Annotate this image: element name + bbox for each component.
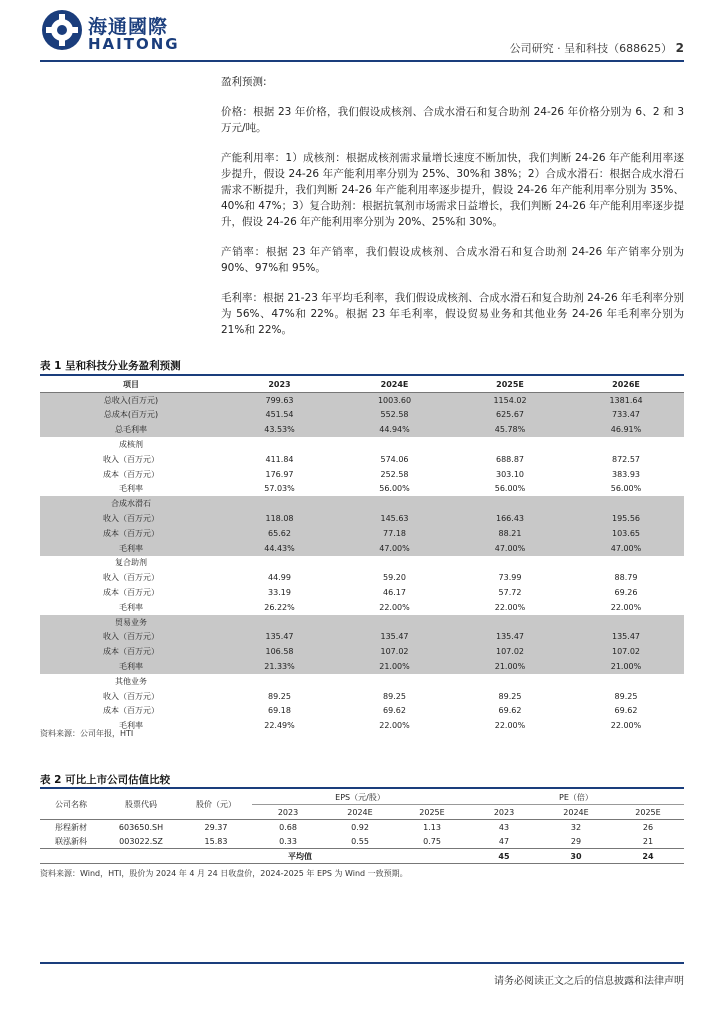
value-cell: 56.00% [494, 484, 526, 494]
value-cell: 1381.64 [568, 392, 684, 407]
value-cell [337, 496, 452, 511]
value-cell: 1003.60 [337, 392, 452, 407]
value-cell: 89.25 [614, 691, 638, 701]
row-label: 收入（百万元） [103, 573, 159, 583]
table2-title: 表 2 可比上市公司估值比较 [40, 774, 171, 786]
breadcrumb: 公司研究 · 呈和科技（688625） [509, 42, 673, 55]
table-row [40, 834, 684, 849]
row-label: 总成本(百万元) [40, 408, 222, 423]
page-number: 2 [675, 41, 684, 55]
value-cell: 107.02 [337, 644, 452, 659]
value-cell: 47.00% [568, 541, 684, 556]
value-cell: 106.58 [222, 644, 337, 659]
table-row [40, 482, 684, 497]
value-cell [222, 437, 337, 452]
value-cell: 44.94% [337, 422, 452, 437]
row-label: 毛利率 [119, 602, 143, 612]
value-cell: 22.00% [610, 721, 642, 731]
eps-value: 0.55 [351, 836, 369, 846]
header-cell: 项目 [40, 377, 222, 392]
eps-value: 0.75 [423, 836, 441, 846]
logo-chinese-text: 海通國際 [88, 16, 169, 38]
value-cell: 118.08 [222, 511, 337, 526]
value-cell: 135.47 [452, 630, 568, 645]
pe-value: 43 [498, 822, 510, 832]
value-cell [452, 556, 568, 571]
header-pe-group: PE（倍） [468, 790, 684, 805]
row-label: 其他业务 [115, 676, 147, 686]
value-cell: 1154.02 [452, 392, 568, 407]
table-row [40, 570, 684, 585]
value-cell [222, 674, 337, 689]
header-year: 2024E [540, 805, 612, 820]
value-cell: 688.87 [496, 454, 524, 464]
table-row [40, 630, 684, 645]
header-year: 2023 [252, 805, 324, 820]
row-label: 成本（百万元） [103, 469, 159, 479]
average-pe: 24 [612, 849, 684, 864]
header-cell: 2026E [568, 377, 684, 392]
value-cell: 57.72 [498, 588, 522, 598]
row-label: 复合助剂 [115, 558, 147, 568]
company-name: 联泓新科 [55, 836, 87, 846]
company-name: 彤程新材 [55, 822, 87, 832]
header-year: 2024E [324, 805, 396, 820]
row-label: 成本（百万元） [103, 588, 159, 598]
value-cell [568, 437, 684, 452]
table-row [40, 408, 684, 423]
value-cell: 22.00% [494, 721, 526, 731]
average-pe: 30 [540, 849, 612, 864]
row-label: 毛利率 [119, 721, 143, 731]
paragraph-sales-rate: 产销率：根据 23 年产销率，我们假设成核剂、合成水滑石和复合助剂 24-26 年产销率分别为 90%、97%和 95%。 [221, 246, 684, 274]
paragraph-margin: 毛利率：根据 21-23 年平均毛利率，我们假设成核剂、合成水滑石和复合助剂 24-26 年毛利率分别为 56%、47%和 22%。根据 23 年毛利率，假设贸易业务和其他业务 24-26 年毛利率分别为 21%和 22%。 [221, 292, 684, 336]
value-cell: 69.62 [498, 706, 522, 716]
header-price: 股价（元） [180, 790, 252, 820]
value-cell: 56.00% [379, 484, 410, 494]
value-cell [568, 556, 684, 571]
value-cell: 21.33% [222, 659, 337, 674]
table1-title: 表 1 呈和科技分业务盈利预测 [40, 360, 181, 372]
value-cell: 46.91% [568, 422, 684, 437]
eps-value: 1.13 [423, 822, 441, 832]
eps-value: 0.68 [279, 822, 297, 832]
row-label: 毛利率 [40, 659, 222, 674]
value-cell [568, 496, 684, 511]
table-row [40, 674, 684, 689]
haitong-logo-icon [40, 8, 84, 52]
value-cell: 176.97 [265, 469, 294, 479]
value-cell: 77.18 [337, 526, 452, 541]
value-cell: 872.57 [612, 454, 640, 464]
value-cell: 107.02 [568, 644, 684, 659]
value-cell [337, 556, 452, 571]
header-divider [40, 60, 684, 62]
table-row [40, 615, 684, 630]
value-cell: 22.00% [379, 602, 410, 612]
valuation-comparison-table [40, 790, 684, 864]
header-year: 2025E [612, 805, 684, 820]
pe-value: 29 [570, 836, 582, 846]
value-cell: 69.18 [268, 706, 291, 716]
value-cell [452, 674, 568, 689]
value-cell: 252.58 [380, 469, 409, 479]
header-cell: 2024E [337, 377, 452, 392]
value-cell: 103.65 [568, 526, 684, 541]
value-cell: 47.00% [452, 541, 568, 556]
table-row [40, 644, 684, 659]
value-cell: 733.47 [568, 408, 684, 423]
value-cell: 135.47 [222, 630, 337, 645]
value-cell: 44.99 [268, 573, 291, 583]
value-cell: 799.63 [222, 392, 337, 407]
eps-value: 0.92 [351, 822, 369, 832]
value-cell: 89.25 [268, 691, 291, 701]
table-row [40, 689, 684, 704]
value-cell: 88.79 [614, 573, 638, 583]
value-cell: 45.78% [452, 422, 568, 437]
average-label: 平均值 [40, 849, 468, 864]
value-cell [337, 437, 452, 452]
value-cell: 411.84 [265, 454, 294, 464]
value-cell: 89.25 [498, 691, 522, 701]
row-label: 成本（百万元） [103, 706, 159, 716]
value-cell: 135.47 [337, 630, 452, 645]
table-row [40, 718, 684, 733]
row-label: 总毛利率 [40, 422, 222, 437]
value-cell: 56.00% [610, 484, 642, 494]
table-row [40, 585, 684, 600]
table-row [40, 437, 684, 452]
value-cell [337, 615, 452, 630]
value-cell [222, 615, 337, 630]
footer-disclaimer: 请务必阅读正文之后的信息披露和法律声明 [494, 976, 684, 987]
value-cell: 107.02 [452, 644, 568, 659]
header-cell: 2025E [452, 377, 568, 392]
value-cell: 47.00% [337, 541, 452, 556]
table-row [40, 600, 684, 615]
value-cell: 33.19 [268, 588, 291, 598]
header-year: 2025E [396, 805, 468, 820]
row-label: 收入（百万元） [103, 691, 159, 701]
header-code: 股票代码 [102, 790, 180, 820]
haitong-logo [40, 8, 190, 52]
value-cell: 88.21 [452, 526, 568, 541]
value-cell: 303.10 [496, 469, 524, 479]
value-cell [452, 496, 568, 511]
value-cell [568, 615, 684, 630]
value-cell: 195.56 [568, 511, 684, 526]
value-cell: 625.67 [452, 408, 568, 423]
paragraph-forecast-title: 盈利预测: [221, 76, 267, 88]
value-cell: 22.00% [610, 602, 642, 612]
stock-code: 603650.SH [118, 822, 164, 832]
pe-value: 26 [642, 822, 654, 832]
segment-forecast-table [40, 377, 684, 733]
table-row [40, 556, 684, 571]
table-row [40, 467, 684, 482]
page-header [510, 40, 684, 56]
value-cell: 69.62 [614, 706, 638, 716]
value-cell: 22.00% [494, 602, 526, 612]
value-cell: 135.47 [568, 630, 684, 645]
value-cell: 89.25 [383, 691, 406, 701]
stock-code: 003022.SZ [119, 836, 163, 846]
table-row [40, 392, 684, 407]
value-cell: 451.54 [222, 408, 337, 423]
value-cell: 166.43 [452, 511, 568, 526]
header-company: 公司名称 [40, 790, 102, 820]
table-row [40, 526, 684, 541]
value-cell [452, 437, 568, 452]
pe-value: 21 [642, 836, 654, 846]
table-row [40, 820, 684, 835]
paragraph-capacity: 产能利用率：1）成核剂：根据成核剂需求量增长速度不断加快，我们判断 24-26 年产能利用率逐步提升，假设 24-26 年产能利用率分别为 25%、30%和 38%；2）合成水滑石：根据合成水滑石需求不断提升，我们判断 24-26 年产能利用率逐步提升，假设 24-26 年产能利用率分别为 35%、40%和 47%；3）复合助剂：根据抗氧剂市场需求日益增长，我们判断 24-26 年产能利用率逐步提升，假设 24-26 年产能利用率分别为 20%、25%和 30%。 [221, 152, 684, 228]
footer-divider [40, 962, 684, 964]
value-cell: 574.06 [380, 454, 409, 464]
value-cell: 69.26 [614, 588, 638, 598]
row-label: 收入（百万元） [103, 454, 159, 464]
row-label: 成本（百万元） [40, 526, 222, 541]
value-cell: 44.43% [222, 541, 337, 556]
header-year: 2023 [468, 805, 540, 820]
table2-top-rule [40, 787, 684, 789]
value-cell: 65.62 [222, 526, 337, 541]
table-row [40, 541, 684, 556]
value-cell: 46.17 [383, 588, 406, 598]
table-row [40, 452, 684, 467]
value-cell: 552.58 [337, 408, 452, 423]
table1-top-rule [40, 374, 684, 376]
table-row [40, 422, 684, 437]
table-row [40, 496, 684, 511]
table-row [40, 511, 684, 526]
stock-price: 15.83 [204, 836, 228, 846]
eps-value: 0.33 [279, 836, 297, 846]
pe-value: 47 [498, 836, 510, 846]
table-header-row [40, 790, 684, 805]
value-cell [222, 496, 337, 511]
value-cell [337, 674, 452, 689]
header-cell: 2023 [222, 377, 337, 392]
logo-english-text: HAITONG [88, 35, 180, 53]
paragraph-price: 价格：根据 23 年价格，我们假设成核剂、合成水滑石和复合助剂 24-26 年价格分别为 6、2 和 3 万元/吨。 [221, 106, 684, 134]
row-label: 合成水滑石 [40, 496, 222, 511]
row-label: 成核剂 [119, 440, 143, 450]
value-cell: 59.20 [383, 573, 406, 583]
value-cell: 145.63 [337, 511, 452, 526]
row-label: 毛利率 [40, 541, 222, 556]
stock-price: 29.37 [204, 822, 228, 832]
row-label: 总收入(百万元) [40, 392, 222, 407]
value-cell: 22.49% [264, 721, 295, 731]
value-cell [222, 556, 337, 571]
value-cell: 21.00% [452, 659, 568, 674]
average-pe: 45 [468, 849, 540, 864]
average-row [40, 849, 684, 864]
value-cell: 21.00% [337, 659, 452, 674]
value-cell: 69.62 [383, 706, 406, 716]
table1-source: 资料来源：公司年报，HTI [40, 729, 134, 738]
value-cell: 73.99 [498, 573, 522, 583]
pe-value: 32 [570, 822, 582, 832]
value-cell: 21.00% [568, 659, 684, 674]
value-cell: 22.00% [379, 721, 410, 731]
body-text [221, 74, 684, 352]
header-eps-group: EPS（元/股） [252, 790, 468, 805]
value-cell: 383.93 [612, 469, 640, 479]
table-header-row [40, 377, 684, 392]
row-label: 毛利率 [119, 484, 143, 494]
row-label: 成本（百万元） [40, 644, 222, 659]
table2-source: 资料来源：Wind，HTI，股价为 2024 年 4 月 24 日收盘价，2024-2025 年 EPS 为 Wind 一致预期。 [40, 869, 408, 878]
row-label: 贸易业务 [40, 615, 222, 630]
value-cell [452, 615, 568, 630]
value-cell: 43.53% [222, 422, 337, 437]
table-row [40, 704, 684, 719]
row-label: 收入（百万元） [40, 511, 222, 526]
table-row [40, 659, 684, 674]
value-cell: 26.22% [264, 602, 295, 612]
value-cell [568, 674, 684, 689]
row-label: 收入（百万元） [40, 630, 222, 645]
value-cell: 57.03% [264, 484, 295, 494]
